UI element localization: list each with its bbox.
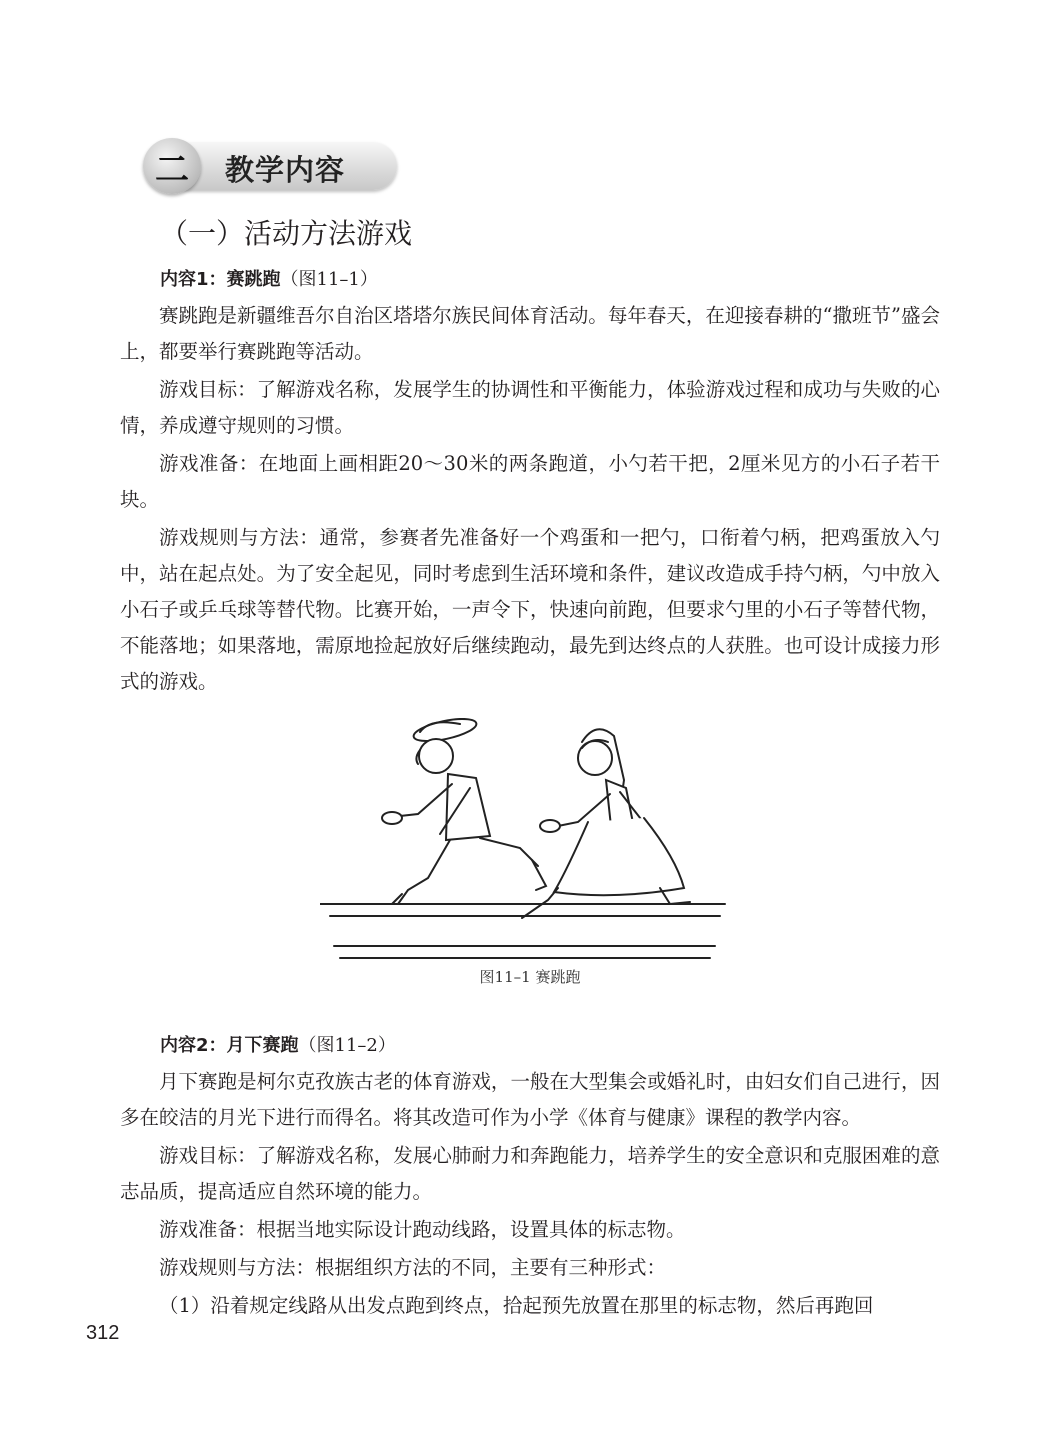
figure-caption: 图11–1 赛跳跑 bbox=[479, 968, 581, 986]
section-number: 二 bbox=[143, 138, 201, 194]
section-badge bbox=[143, 138, 399, 194]
page-number: 312 bbox=[86, 1322, 120, 1344]
content1-heading-bold: 内容1：赛跳跑 bbox=[160, 269, 281, 290]
girl-figure bbox=[522, 729, 690, 918]
subsection-title: （一）活动方法游戏 bbox=[160, 217, 413, 250]
content1-prep: 游戏准备：在地面上画相距20～30米的两条跑道，小勺若干把，2厘米见方的小石子若干块。 bbox=[120, 452, 940, 511]
boy-figure bbox=[382, 718, 546, 904]
content2-heading-bold: 内容2：月下赛跑 bbox=[160, 1035, 299, 1056]
content1-rules: 游戏规则与方法：通常，参赛者先准备好一个鸡蛋和一把勺，口衔着勺柄，把鸡蛋放入勺中，站在起点处。为了安全起见，同时考虑到生活环境和条件，建议改造成手持勺柄，勺中放入小石子或乒乓球等替代物。比赛开始，一声令下，快速向前跑，但要求勺里的小石子等替代物，不能落地；如果落地，需原地捡起放好后继续跑动，最先到达终点的人获胜。也可设计成接力形式的游戏。 bbox=[120, 526, 940, 693]
running-children-illustration bbox=[320, 718, 730, 963]
content2-prep: 游戏准备：根据当地实际设计跑动线路，设置具体的标志物。 bbox=[159, 1218, 686, 1241]
content2-rule-1: （1）沿着规定线路从出发点跑到终点，拾起预先放置在那里的标志物，然后再跑回 bbox=[159, 1294, 874, 1317]
content1-intro: 赛跳跑是新疆维吾尔自治区塔塔尔族民间体育活动。每年春天，在迎接春耕的“撒班节”盛会上，都要举行赛跳跑等活动。 bbox=[120, 304, 940, 363]
main-content bbox=[120, 262, 940, 1326]
content2-rules: 游戏规则与方法：根据组织方法的不同，主要有三种形式： bbox=[159, 1256, 667, 1279]
content1-heading-ref: （图11–1） bbox=[280, 269, 378, 290]
content1-goal: 游戏目标：了解游戏名称，发展学生的协调性和平衡能力，体验游戏过程和成功与失败的心情，养成遵守规则的习惯。 bbox=[120, 378, 940, 437]
section-title: 教学内容 bbox=[225, 153, 346, 187]
content1-heading bbox=[120, 262, 940, 298]
content2-goal: 游戏目标：了解游戏名称，发展心肺耐力和奔跑能力，培养学生的安全意识和克服困难的意志品质，提高适应自然环境的能力。 bbox=[120, 1144, 940, 1203]
content2-heading bbox=[120, 1028, 940, 1064]
figure-11-1 bbox=[120, 708, 940, 1028]
content2-intro: 月下赛跑是柯尔克孜族古老的体育游戏，一般在大型集会或婚礼时，由妇女们自己进行，因多在皎洁的月光下进行而得名。将其改造可作为小学《体育与健康》课程的教学内容。 bbox=[120, 1070, 940, 1129]
content2-heading-ref: （图11–2） bbox=[298, 1035, 396, 1056]
